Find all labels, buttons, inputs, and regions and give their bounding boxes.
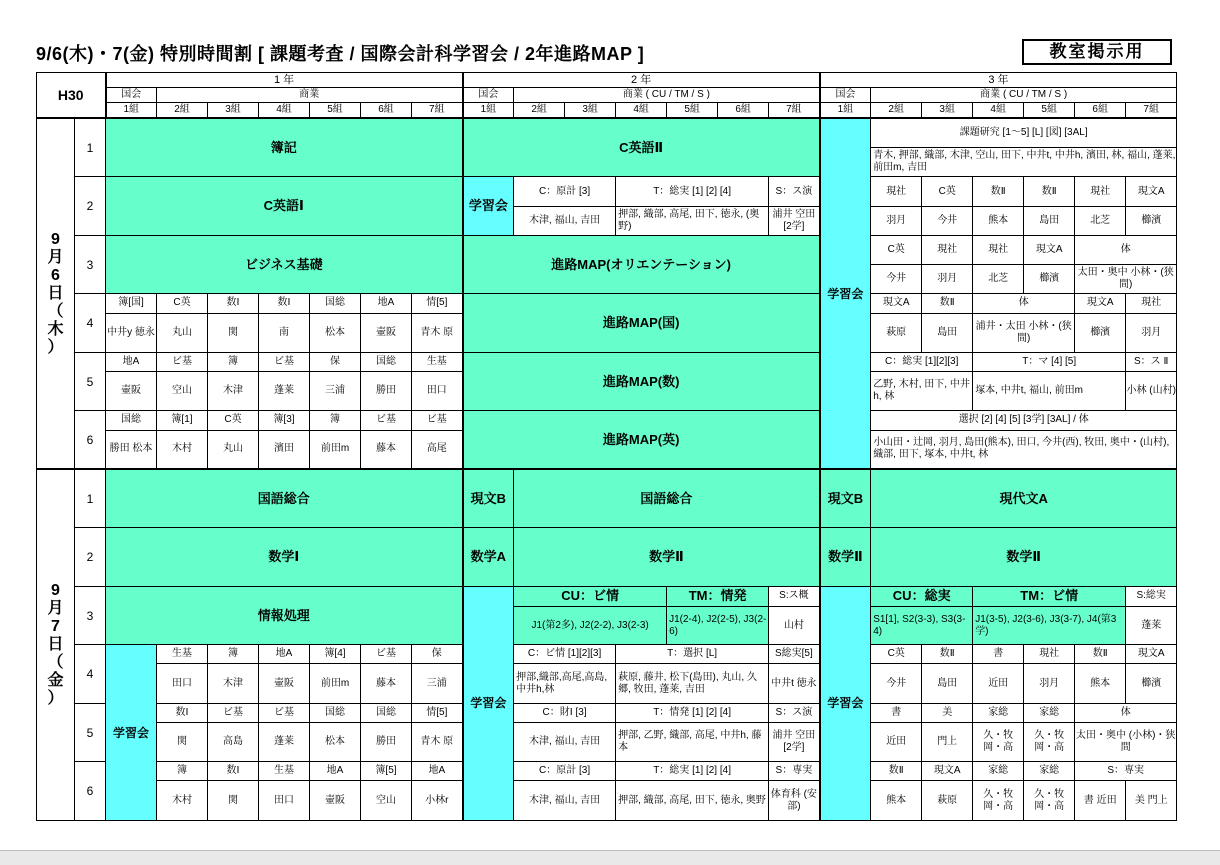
d1-g1-p5-subj: ビ基 [259,352,310,371]
period-number: 1 [75,469,106,528]
d2-g1-p5-subj: 国総 [361,703,412,722]
d2-g3-p5-subj: 家総 [973,703,1024,722]
d2-g1-p4-subj: 地A [259,645,310,664]
class-header: 5組 [1024,103,1075,119]
d1-g1-p4-subj: 地A [361,294,412,313]
d1-g1-p6-subj: ビ基 [361,411,412,430]
d1-g3-p3-teacher: 太田・奥中 小林・(狭間) [1075,265,1177,294]
d1-g1-p6-teacher: 前田m [310,430,361,469]
d2-g3-p4-teacher: 島田 [922,664,973,703]
class-header: 7組 [769,103,820,119]
d2-g1-p2: 数学Ⅰ [106,528,463,587]
d2-g2-p6-s-names: 体育科 (安部) [769,781,820,821]
d2-g2-p3-s: S:ス概 [769,586,820,606]
d2-g3-p6-subj: 家総 [973,762,1024,781]
d1-g3-p3-subj: 現社 [973,235,1024,264]
d2-g1-p6-teacher: 田口 [259,781,310,821]
d2-g3-p4-teacher: 羽月 [1024,664,1075,703]
d1-g3-p2-teacher: 北芝 [1075,206,1126,235]
d1-g2-p2-s-names: 浦井 空田 [2学] [769,206,820,235]
d1-g2-p5: 進路MAP(数) [463,352,820,410]
d2-g3-p6-teacher: 熊本 [871,781,922,821]
class-header: 6組 [718,103,769,119]
d2-g3-p5-subj: 家総 [1024,703,1075,722]
d1-g1-p6-teacher: 藤本 [361,430,412,469]
class-header: 3組 [922,103,973,119]
d1-g1-p6-subj: 国総 [106,411,157,430]
d1-g1-p4-subj: 情[5] [412,294,463,313]
d2-g1-p6-subj: 簿[5] [361,762,412,781]
d2-g1-p6-teacher: 関 [208,781,259,821]
d1-g1-p1: 簿記 [106,118,463,177]
d1-g1-p5-teacher: 蓬莱 [259,372,310,411]
d2-g2-p4-s: S総実[5] [769,645,820,664]
d2-g2-p4-c: C：ビ情 [1][2][3] [514,645,616,664]
d2-g1-p5-teacher: 勝田 [361,722,412,761]
d2-g3-p4-teacher: 今井 [871,664,922,703]
d2-g3-p4-subj: 書 [973,645,1024,664]
period-number: 2 [75,528,106,587]
class-header: 2組 [514,103,565,119]
class-header: 2組 [157,103,208,119]
d2-g3-p6-teacher: 美 門上 [1126,781,1177,821]
d1-g2-p2-c: C：原計 [3] [514,177,616,206]
d1-g1-p4-subj: 国総 [310,294,361,313]
g3-shogyo-label: 商業 ( CU / TM / S ) [871,88,1177,103]
d2-g3-p6-teacher: 久・牧 岡・高 [973,781,1024,821]
d2-g1-p4-subj: ビ基 [361,645,412,664]
d1-g2-p3: 進路MAP(オリエンテーション) [463,235,820,294]
d2-g1-p3: 情報処理 [106,586,463,645]
class-header: 4組 [616,103,667,119]
year-label: H30 [37,73,106,119]
d1-g3-p2-subj: 数Ⅱ [1024,177,1075,206]
d1-g2-p2-s: S：ス演 [769,177,820,206]
d1-g1-p5-subj: 生基 [412,352,463,371]
period-number: 3 [75,235,106,294]
d2-g2-p6-t-names: 押部, 織部, 高尾, 田下, 徳永, 奥野 [616,781,769,821]
d2-g1-p5-subj: ビ基 [208,703,259,722]
d2-g3-p5-subj: 書 [871,703,922,722]
d1-g3-p2-teacher: 今井 [922,206,973,235]
d1-g3-p6-names: 小山田・辻岡, 羽月, 島田(熊本), 田口, 今井(西), 牧田, 奥中・(山村), 織部, 田下, 塚本, 中井t, 林 [871,430,1177,469]
d2-g3-study-session: 学習会 [820,586,871,820]
d1-g1-p4-teacher: 南 [259,313,310,352]
class-header: 3組 [208,103,259,119]
d2-g3-p4-teacher: 近田 [973,664,1024,703]
d1-g1-p4-teacher: 壷阪 [361,313,412,352]
d1-g3-p2-subj: 数Ⅱ [973,177,1024,206]
d2-g1-p4-teacher: 田口 [157,664,208,703]
d2-g2-p5-s: S：ス演 [769,703,820,722]
d2-g3-p5-teacher: 門上 [922,722,973,761]
period-number: 2 [75,177,106,236]
period-number: 5 [75,703,106,761]
d1-g3-p3-teacher: 今井 [871,265,922,294]
class-header: 6組 [361,103,412,119]
d1-g1-p6-subj: 簿[3] [259,411,310,430]
d1-g3-p5-s: S：ス Ⅱ [1126,352,1177,371]
g1-kokkai-label: 国会 [106,88,157,103]
class-header: 5組 [310,103,361,119]
day1-label: 9 月 6 日 （ 木 ） [37,118,75,469]
d2-g3-p6-subj: 家総 [1024,762,1075,781]
d2-g1-p5-subj: 国総 [310,703,361,722]
d1-g1-p4-teacher: 関 [208,313,259,352]
d2-g2-p6-c: C：原計 [3] [514,762,616,781]
period-number: 3 [75,586,106,645]
period-number: 6 [75,411,106,469]
d1-g1-p4-subj: 簿[国] [106,294,157,313]
d1-g3-p6-header: 選択 [2] [4] [5] [3学] [3AL] / 体 [871,411,1177,430]
page-bottom-edge [0,850,1220,865]
g2-kokkai-label: 国会 [463,88,514,103]
grade3-header: 3 年 [820,73,1177,88]
d2-g3-p4-subj: 数Ⅱ [922,645,973,664]
d2-g1-p5-teacher: 高島 [208,722,259,761]
d2-g2-p6-c-names: 木津, 福山, 吉田 [514,781,616,821]
d1-g1-p3: ビジネス基礎 [106,235,463,294]
d2-g2-p2a: 数学A [463,528,514,587]
d1-g1-p2: C英語Ⅰ [106,177,463,236]
d1-g1-p5-subj: 地A [106,352,157,371]
d2-g2-p4-t-names: 萩原, 藤井, 松下(島田), 丸山, 久郷, 牧田, 蓬莱, 吉田 [616,664,769,703]
d1-g1-p5-teacher: 三浦 [310,372,361,411]
d2-g2-p5-t: T：情発 [1] [2] [4] [616,703,769,722]
period-number: 4 [75,645,106,703]
g2-shogyo-label: 商業 ( CU / TM / S ) [514,88,820,103]
d1-g3-p3-teacher: 羽月 [922,265,973,294]
d2-g2-p5-c: C：財Ⅰ [3] [514,703,616,722]
d2-g1-study-session: 学習会 [106,645,157,821]
d2-g1-p6-teacher: 木村 [157,781,208,821]
d2-g3-p6-teacher: 書 近田 [1075,781,1126,821]
d1-g1-p5-teacher: 壷阪 [106,372,157,411]
d1-g3-p2-teacher: 島田 [1024,206,1075,235]
d1-g1-p5-teacher: 田口 [412,372,463,411]
d2-g2-p4-t: T：選択 [L] [616,645,769,664]
d2-g2-p5-s-names: 浦井 空田 [2学] [769,722,820,761]
d1-g3-p1-header: 課題研究 [1～5] [L] [図] [3AL] [871,118,1177,147]
d1-g3-p2-subj: 現社 [1075,177,1126,206]
d1-g1-p5-subj: 国総 [361,352,412,371]
d2-g1-p4-teacher: 壷阪 [259,664,310,703]
d2-g1-p5-teacher: 蓬莱 [259,722,310,761]
d1-g3-p3-subj: C英 [871,235,922,264]
d2-g3-p3-tm-names: J1(3-5), J2(3-6), J3(3-7), J4(第3学) [973,607,1126,645]
d1-g3-p3-subj: 体 [1075,235,1177,264]
d2-g3-p6-teacher: 萩原 [922,781,973,821]
class-header: 5組 [667,103,718,119]
grade2-header: 2 年 [463,73,820,88]
class-header: 4組 [973,103,1024,119]
d2-g1-p4-subj: 簿 [208,645,259,664]
d2-g2-p6-s: S：専実 [769,762,820,781]
classroom-posting-stamp: 教室掲示用 [1022,39,1172,65]
timetable [36,72,1177,821]
d2-g2-p4-c-names: 押部,織部,高尾,高島, 中井h,林 [514,664,616,703]
d1-g1-p6-teacher: 勝田 松本 [106,430,157,469]
d2-g3-p4-subj: C英 [871,645,922,664]
d2-g3-p4-subj: 現社 [1024,645,1075,664]
d1-g1-p4-teacher: 松本 [310,313,361,352]
period-number: 1 [75,118,106,177]
d1-g3-p4-teacher: 浦井・太田 小林・(狭間) [973,313,1075,352]
d1-g1-p5-teacher: 勝田 [361,372,412,411]
d1-g3-p5-c: C：総実 [1][2][3] [871,352,973,371]
d1-g1-p5-subj: 簿 [208,352,259,371]
period-number: 6 [75,762,106,821]
d1-g3-p4-subj: 体 [973,294,1075,313]
d1-g1-p5-teacher: 空山 [157,372,208,411]
d2-g1-p5-subj: 数Ⅰ [157,703,208,722]
d2-g3-p3-s: S:総実 [1126,586,1177,606]
d2-g2-p5-c-names: 木津, 福山, 吉田 [514,722,616,761]
d1-g3-p4-subj: 現文A [871,294,922,313]
d2-g1-p5-teacher: 青木 原 [412,722,463,761]
d1-g1-p5-subj: 保 [310,352,361,371]
d1-g3-p4-teacher: 萩原 [871,313,922,352]
class-header: 1組 [820,103,871,119]
d1-g1-p4-teacher: 青木 原 [412,313,463,352]
d1-g1-p6-teacher: 丸山 [208,430,259,469]
d1-g1-p6-teacher: 木村 [157,430,208,469]
d2-g1-p4-teacher: 藤本 [361,664,412,703]
class-header: 4組 [259,103,310,119]
d2-g3-p6-subj: 数Ⅱ [871,762,922,781]
d2-g2-study-session: 学習会 [463,586,514,820]
d1-g1-p6-teacher: 濱田 [259,430,310,469]
d2-g3-p6-teacher: 久・牧 岡・高 [1024,781,1075,821]
d1-g2-p4: 進路MAP(国) [463,294,820,352]
d1-g2-p2-t-names: 押部, 織部, 高尾, 田下, 徳永, (奥野) [616,206,769,235]
d2-g1-p6-teacher: 壷阪 [310,781,361,821]
d1-g2-p2-c-names: 木津, 福山, 吉田 [514,206,616,235]
d1-g1-p6-subj: 簿 [310,411,361,430]
d2-g3-p5-teacher: 近田 [871,722,922,761]
d2-g2-p3-tm-names: J1(2-4), J2(2-5), J3(2-6) [667,607,769,645]
d2-g3-p5-subj: 美 [922,703,973,722]
d1-g3-p2-teacher: 熊本 [973,206,1024,235]
d2-g1-p1: 国語総合 [106,469,463,528]
class-header: 7組 [1126,103,1177,119]
d2-g3-p5-subj: 体 [1075,703,1177,722]
period-number: 5 [75,352,106,410]
d2-g1-p6-subj: 地A [310,762,361,781]
class-header: 3組 [565,103,616,119]
day2-label: 9 月 7 日 （ 金 ） [37,469,75,820]
d2-g3-p5-teacher: 久・牧 岡・高 [1024,722,1075,761]
d1-g3-p4-teacher: 島田 [922,313,973,352]
d1-g1-p6-teacher: 高尾 [412,430,463,469]
d2-g2-p1a: 現文B [463,469,514,528]
d2-g1-p4-teacher: 三浦 [412,664,463,703]
d1-g3-p4-teacher: 羽月 [1126,313,1177,352]
d1-g2-p2-study: 学習会 [463,177,514,236]
d1-g1-p6-subj: 簿[1] [157,411,208,430]
d1-g1-p4-subj: 数Ⅰ [208,294,259,313]
grade1-header: 1 年 [106,73,463,88]
d1-g3-p3-teacher: 北芝 [973,265,1024,294]
d1-g3-study-session: 学習会 [820,118,871,469]
class-header: 7組 [412,103,463,119]
g1-shogyo-label: 商業 [157,88,463,103]
d2-g1-p6-subj: 簿 [157,762,208,781]
d2-g2-p4-s-names: 中井t 徳永 [769,664,820,703]
d2-g3-p3-cu-names: S1[1], S2(3-3), S3(3-4) [871,607,973,645]
d1-g3-p1-names: 青木, 押部, 織部, 木津, 空山, 田下, 中井t, 中井h, 濱田, 林, 福山, 蓬莱, 前田m, 吉田 [871,148,1177,177]
d2-g3-p3-tm: TM：ビ情 [973,586,1126,606]
d1-g3-p2-subj: C英 [922,177,973,206]
d2-g2-p5-t-names: 押部, 乙野, 織部, 高尾, 中井h, 藤本 [616,722,769,761]
d2-g3-p1a: 現文B [820,469,871,528]
d2-g1-p6-teacher: 小林r [412,781,463,821]
d2-g2-p1b: 国語総合 [514,469,820,528]
g3-kokkai-label: 国会 [820,88,871,103]
d1-g1-p6-subj: ビ基 [412,411,463,430]
class-header: 1組 [463,103,514,119]
d1-g3-p3-subj: 現文A [1024,235,1075,264]
d1-g3-p5-c-names: 乙野, 木村, 田下, 中井h, 林 [871,372,973,411]
d2-g1-p4-subj: 簿[4] [310,645,361,664]
d1-g3-p3-teacher: 櫛濱 [1024,265,1075,294]
period-number: 4 [75,294,106,352]
d1-g1-p4-teacher: 丸山 [157,313,208,352]
d1-g3-p4-subj: 数Ⅱ [922,294,973,313]
d2-g3-p5-teacher: 久・牧 岡・高 [973,722,1024,761]
d2-g3-p3-cu: CU：総実 [871,586,973,606]
d2-g1-p5-teacher: 松本 [310,722,361,761]
d2-g3-p4-teacher: 熊本 [1075,664,1126,703]
class-header: 1組 [106,103,157,119]
d1-g1-p4-teacher: 中井y 徳永 [106,313,157,352]
d2-g1-p4-teacher: 木津 [208,664,259,703]
d1-g3-p2-teacher: 羽月 [871,206,922,235]
d1-g1-p4-subj: C英 [157,294,208,313]
d1-g2-p6: 進路MAP(英) [463,411,820,469]
d2-g3-p6-subj: S：専実 [1075,762,1177,781]
d2-g1-p5-subj: 情[5] [412,703,463,722]
d1-g1-p6-subj: C英 [208,411,259,430]
d1-g3-p5-t-names: 塚本, 中井t, 福山, 前田m [973,372,1126,411]
d2-g2-p3-cu-names: J1(第2多), J2(2-2), J3(2-3) [514,607,667,645]
d1-g3-p5-s-names: 小林 (山村) [1126,372,1177,411]
d1-g3-p4-subj: 現文A [1075,294,1126,313]
d1-g3-p2-subj: 現文A [1126,177,1177,206]
d2-g2-p6-t: T：総実 [1] [2] [4] [616,762,769,781]
d2-g1-p5-teacher: 関 [157,722,208,761]
d2-g1-p6-teacher: 空山 [361,781,412,821]
d2-g2-p3-tm: TM：情発 [667,586,769,606]
d2-g3-p4-subj: 数Ⅱ [1075,645,1126,664]
d2-g2-p3-cu: CU：ビ情 [514,586,667,606]
d2-g3-p2b: 数学Ⅱ [871,528,1177,587]
d2-g1-p4-subj: 生基 [157,645,208,664]
d1-g3-p2-teacher: 櫛濱 [1126,206,1177,235]
d1-g3-p3-subj: 現社 [922,235,973,264]
d1-g3-p4-teacher: 櫛濱 [1075,313,1126,352]
d2-g2-p3-s-names: 山村 [769,607,820,645]
d2-g2-p2b: 数学Ⅱ [514,528,820,587]
d2-g1-p4-subj: 保 [412,645,463,664]
d1-g1-p4-subj: 数Ⅰ [259,294,310,313]
d1-g3-p5-t: T：マ [4] [5] [973,352,1126,371]
d2-g3-p3-s-names: 蓬莱 [1126,607,1177,645]
d2-g1-p6-subj: 数Ⅰ [208,762,259,781]
d2-g1-p4-teacher: 前田m [310,664,361,703]
d1-g1-p5-subj: ビ基 [157,352,208,371]
d2-g3-p2a: 数学Ⅱ [820,528,871,587]
d2-g1-p5-subj: ビ基 [259,703,310,722]
class-header: 2組 [871,103,922,119]
d2-g3-p4-teacher: 櫛濱 [1126,664,1177,703]
d2-g1-p6-subj: 地A [412,762,463,781]
d2-g3-p5-teacher: 太田・奥中 (小林)・狭間 [1075,722,1177,761]
d1-g2-p2-t: T：総実 [1] [2] [4] [616,177,769,206]
d2-g3-p1b: 現代文A [871,469,1177,528]
d2-g1-p6-subj: 生基 [259,762,310,781]
d2-g3-p6-subj: 現文A [922,762,973,781]
d1-g3-p2-subj: 現社 [871,177,922,206]
d2-g3-p4-subj: 現文A [1126,645,1177,664]
class-header: 6組 [1075,103,1126,119]
page-title: 9/6(木)・7(金) 特別時間割 [ 課題考査 / 国際会計科学習会 / 2年進路MAP ] [36,44,645,64]
d1-g2-p1: C英語Ⅱ [463,118,820,177]
d1-g3-p4-subj: 現社 [1126,294,1177,313]
d1-g1-p5-teacher: 木津 [208,372,259,411]
